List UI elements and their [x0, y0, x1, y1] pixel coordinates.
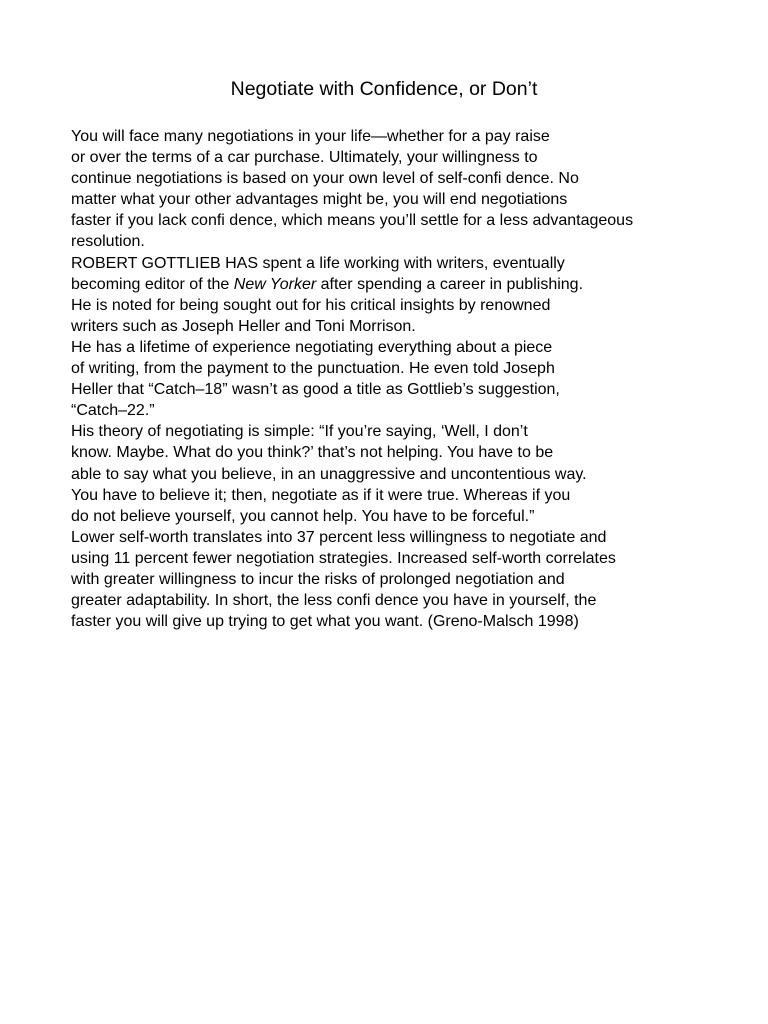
text-line: Heller that “Catch–18” wasn’t as good a title as Gottlieb’s suggestion,: [71, 381, 560, 399]
text-line: with greater willingness to incur the risks of prolonged negotiation and: [71, 570, 565, 588]
italic-title: New Yorker: [233, 275, 317, 293]
text-line: greater adaptability. In short, the less confi dence you have in yourself, the: [71, 592, 597, 610]
text-line: writers such as Joseph Heller and Toni Morrison.: [71, 317, 416, 335]
text-line: using 11 percent fewer negotiation strategies. Increased self-worth correlates: [71, 549, 616, 567]
text-line: resolution.: [71, 233, 145, 251]
text-line: of writing, from the payment to the punctuation. He even told Joseph: [71, 360, 555, 378]
text-line: or over the terms of a car purchase. Ultimately, your willingness to: [71, 149, 538, 167]
text-line: do not believe yourself, you cannot help. You have to be forceful.”: [71, 507, 535, 525]
text-line: [71, 274, 751, 295]
text-line: matter what your other advantages might be, you will end negotiations: [71, 191, 568, 209]
text-line: continue negotiations is based on your own level of self-confi dence. No: [71, 170, 579, 188]
text-line: Lower self-worth translates into 37 percent less willingness to negotiate and: [71, 528, 607, 546]
text-line: He has a lifetime of experience negotiating everything about a piece: [71, 338, 553, 356]
document-title: Negotiate with Confidence, or Don’t: [230, 78, 538, 100]
text-line: “Catch–22.”: [71, 402, 155, 420]
text-line: able to say what you believe, in an unaggressive and uncontentious way.: [71, 465, 587, 483]
text-line: He is noted for being sought out for his critical insights by renowned: [71, 296, 551, 314]
text-run: becoming editor of the: [71, 275, 234, 293]
document-body: [71, 126, 751, 632]
text-line: know. Maybe. What do you think?’ that’s not helping. You have to be: [71, 444, 554, 462]
text-line: His theory of negotiating is simple: “If you’re saying, ‘Well, I don’t: [71, 423, 528, 441]
text-line: faster you will give up trying to get what you want. (Greno-Malsch 1998): [71, 613, 579, 631]
text-line: faster if you lack confi dence, which means you’ll settle for a less advantageous: [71, 212, 634, 230]
text-line: You have to believe it; then, negotiate as if it were true. Whereas if you: [71, 486, 571, 504]
text-line: You will face many negotiations in your life—whether for a pay raise: [71, 128, 550, 145]
text-run: after spending a career in publishing.: [316, 275, 584, 293]
text-line: ROBERT GOTTLIEB HAS spent a life working with writers, eventually: [71, 254, 565, 272]
